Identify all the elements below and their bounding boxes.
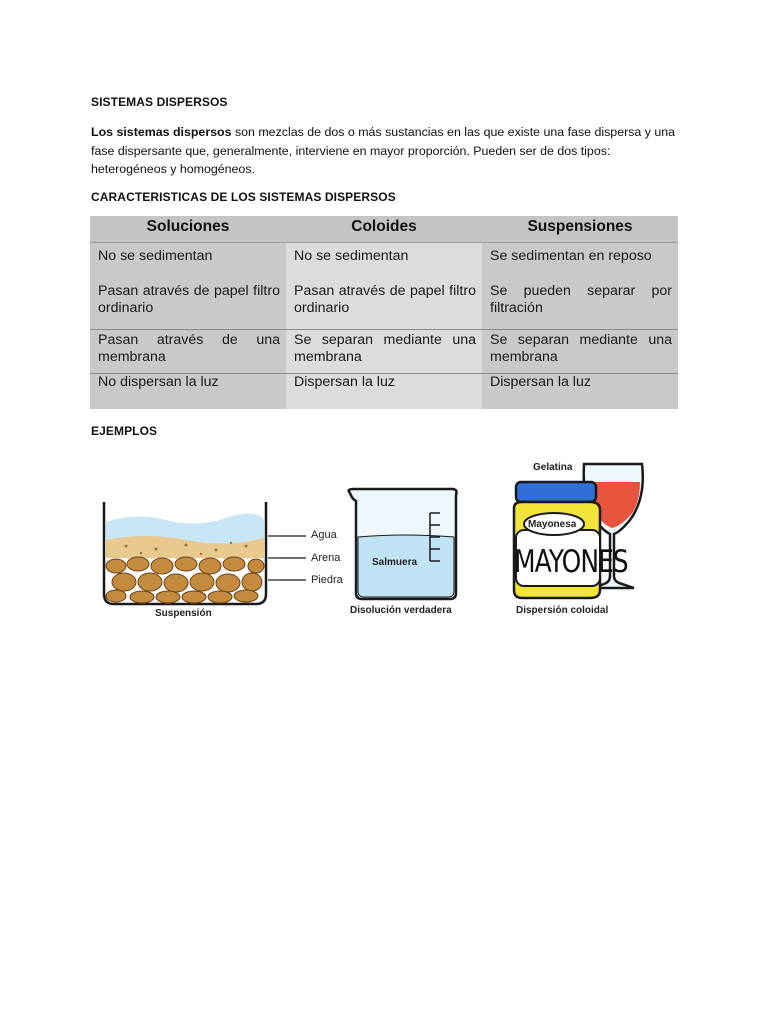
suspension-leader-lines xyxy=(276,494,310,594)
intro-bold-term: Los sistemas dispersos xyxy=(91,125,232,139)
table-cell: Dispersan la luz xyxy=(294,374,395,390)
examples-heading: EJEMPLOS xyxy=(91,424,158,438)
table-cell: Se pueden separar por filtración xyxy=(490,283,672,316)
intro-line-2: fase dispersante que, generalmente, interviene en mayor proporción. Pueden ser de dos tipos: xyxy=(91,143,611,158)
label-arena: Arena xyxy=(311,552,341,564)
label-gelatina: Gelatina xyxy=(533,462,573,473)
intro-paragraph xyxy=(91,123,691,179)
characteristics-heading: CARACTERISTICAS DE LOS SISTEMAS DISPERSOS xyxy=(91,190,396,204)
page-title: SISTEMAS DISPERSOS xyxy=(91,95,228,109)
table-header-row xyxy=(90,216,678,243)
table-cell: Pasan através de papel filtro ordinario xyxy=(98,283,280,316)
suspension-illustration xyxy=(96,494,276,612)
label-mayonesa: Mayonesa xyxy=(528,519,577,530)
table-cell: No se sedimentan xyxy=(98,248,213,264)
table-header-cell: Soluciones xyxy=(146,218,230,235)
table-header-cell: Suspensiones xyxy=(527,218,633,235)
table-cell: No dispersan la luz xyxy=(98,374,219,390)
table-cell: Dispersan la luz xyxy=(490,374,591,390)
table-row-divider xyxy=(90,329,678,330)
label-salmuera: Salmuera xyxy=(372,557,418,568)
table-header-cell: Coloides xyxy=(351,218,417,235)
jar-brand-text: MAYONES xyxy=(514,543,628,580)
table-cell: Se sedimentan en reposo xyxy=(490,248,652,264)
colloid-illustration xyxy=(510,458,650,604)
table-cell: Se separan mediante una membrana xyxy=(490,332,672,365)
label-piedra: Piedra xyxy=(311,574,343,586)
table-cell: Pasan através de una membrana xyxy=(98,332,280,365)
intro-line-3: heterogéneos y homogéneos. xyxy=(91,162,255,176)
table-cell: Pasan através de papel filtro ordinario xyxy=(294,283,476,316)
caption-solution: Disolución verdadera xyxy=(350,605,452,616)
caption-suspension: Suspensión xyxy=(155,608,212,619)
label-agua: Agua xyxy=(311,529,337,541)
intro-line-1-text: son mezclas de dos o más sustancias en las que existe una fase dispersa y una xyxy=(231,125,676,139)
characteristics-table xyxy=(90,216,678,409)
intro-line-1 xyxy=(91,123,691,142)
caption-colloid: Dispersión coloidal xyxy=(516,605,609,616)
table-cell: No se sedimentan xyxy=(294,248,409,264)
beaker-illustration xyxy=(344,485,464,603)
table-cell: Se separan mediante una membrana xyxy=(294,332,476,365)
